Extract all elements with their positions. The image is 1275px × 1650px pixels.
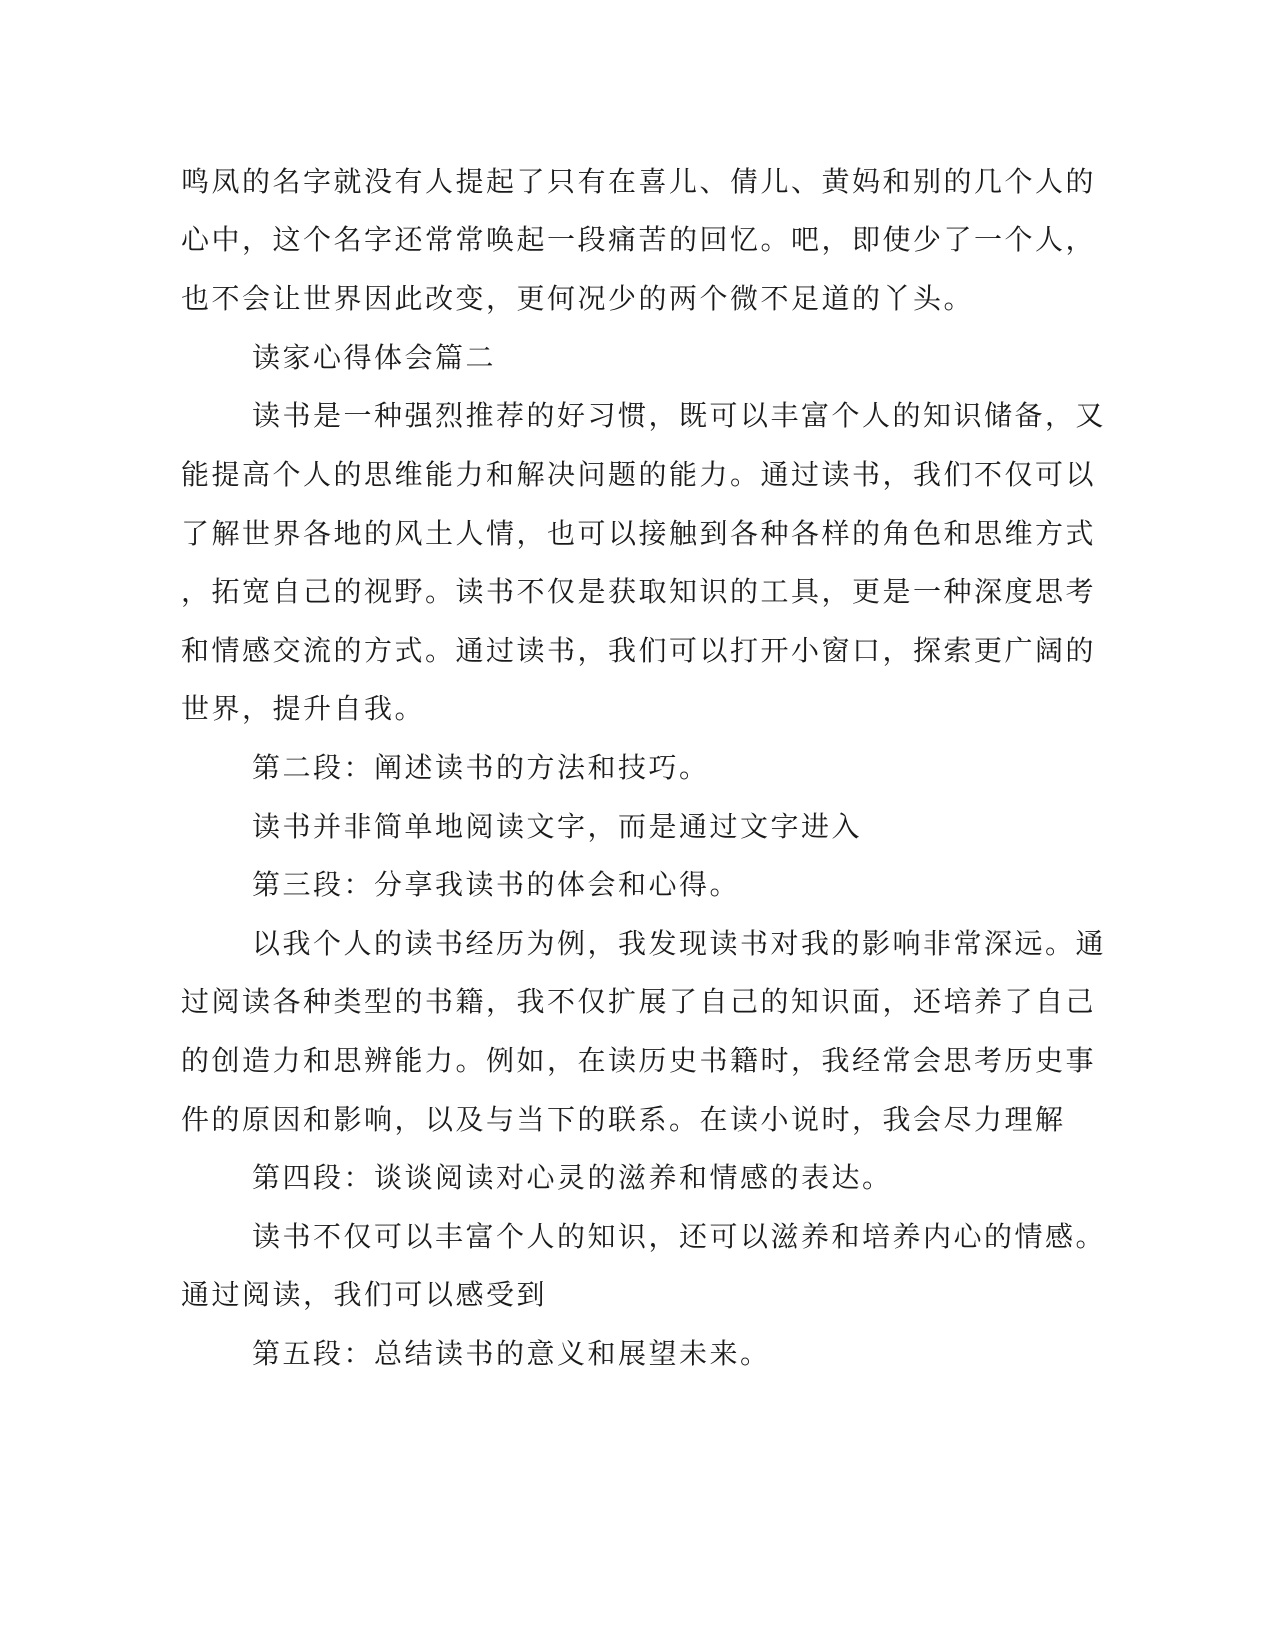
paragraph-line: 世界，提升自我。 (181, 692, 426, 725)
section-heading: 第三段：分享我读书的体会和心得。 (252, 868, 741, 901)
paragraph-line: 通过阅读，我们可以感受到 (181, 1278, 548, 1311)
paragraph-line: 件的原因和影响，以及与当下的联系。在读小说时，我会尽力理解 (181, 1103, 1066, 1136)
paragraph-line: ，拓宽自己的视野。读书不仅是获取知识的工具，更是一种深度思考 (181, 575, 1097, 608)
paragraph-line: 了解世界各地的风土人情，也可以接触到各种各样的角色和思维方式 (181, 517, 1097, 550)
paragraph-line: 鸣凤的名字就没有人提起了只有在喜儿、倩儿、黄妈和别的几个人的 (181, 165, 1097, 198)
section-heading: 第四段：谈谈阅读对心灵的滋养和情感的表达。 (252, 1161, 893, 1194)
paragraph-line: 也不会让世界因此改变，更何况少的两个微不足道的丫头。 (181, 282, 975, 315)
paragraph-line: 过阅读各种类型的书籍，我不仅扩展了自己的知识面，还培养了自己 (181, 985, 1097, 1018)
section-heading: 第二段：阐述读书的方法和技巧。 (252, 751, 710, 784)
paragraph-line: 能提高个人的思维能力和解决问题的能力。通过读书，我们不仅可以 (181, 458, 1097, 491)
paragraph-line: 读书是一种强烈推荐的好习惯，既可以丰富个人的知识储备，又 (252, 399, 1107, 432)
paragraph-line: 以我个人的读书经历为例，我发现读书对我的影响非常深远。通 (252, 927, 1107, 960)
paragraph-line: 心中，这个名字还常常唤起一段痛苦的回忆。吧，即使少了一个人， (181, 223, 1097, 256)
paragraph-line: 和情感交流的方式。通过读书，我们可以打开小窗口，探索更广阔的 (181, 634, 1097, 667)
paragraph-line: 读书并非简单地阅读文字，而是通过文字进入 (252, 810, 863, 843)
paragraph-line: 读书不仅可以丰富个人的知识，还可以滋养和培养内心的情感。 (252, 1220, 1107, 1253)
section-heading: 第五段：总结读书的意义和展望未来。 (252, 1337, 771, 1370)
paragraph-line: 的创造力和思辨能力。例如，在读历史书籍时，我经常会思考历史事 (181, 1044, 1097, 1077)
section-heading: 读家心得体会篇二 (252, 341, 497, 374)
